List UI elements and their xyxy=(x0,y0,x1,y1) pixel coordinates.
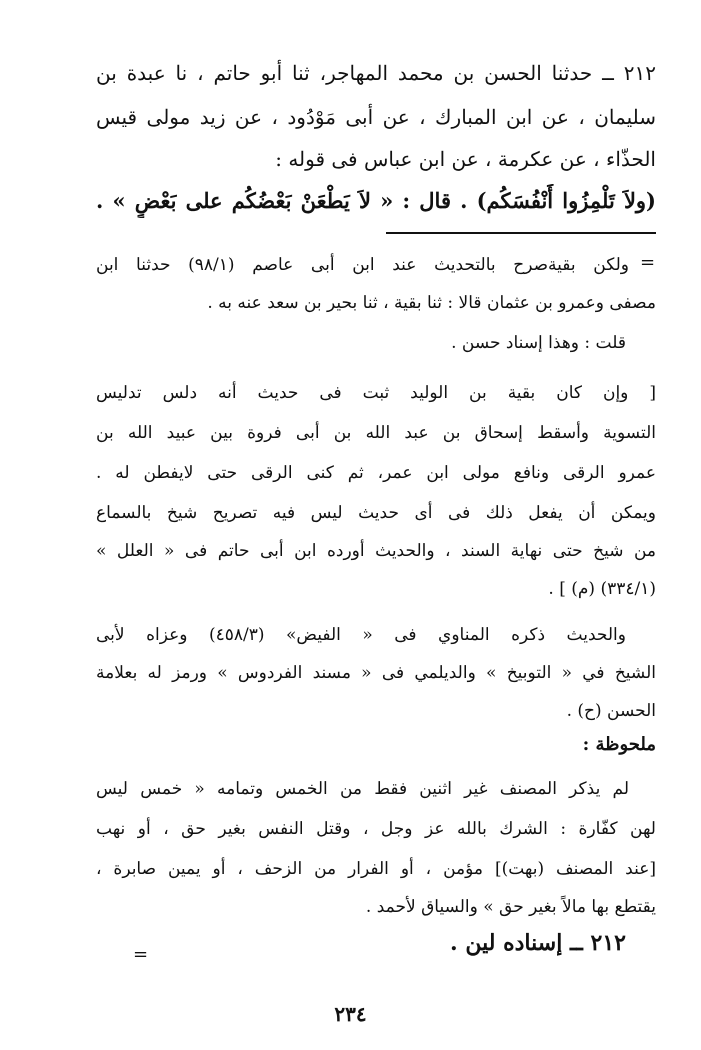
note-line: لهن كفّارة : الشرك بالله عز وجل ، وقتل النفس بغير حق ، أو نهب xyxy=(96,819,656,839)
commentary-line: الشيخ في « التوبيخ » والديلمي فى « مسند الفردوس » ورمز له بعلامة xyxy=(96,663,656,683)
continuation-marker: = xyxy=(640,252,656,273)
hadith-line: الحذّاء ، عن عكرمة ، عن ابن عباس فى قوله : xyxy=(275,147,656,171)
commentary-line: من شيخ حتى نهاية السند ، والحديث أورده ابن أبى حاتم فى « العلل » xyxy=(96,541,656,561)
commentary-line: ويمكن أن يفعل ذلك فى أى حديث ليس فيه تصريح شيخ بالسماع xyxy=(96,503,656,523)
note-line: يقتطع بها مالاً بغير حق » والسياق لأحمد . xyxy=(365,897,656,917)
note-line: [عند المصنف (بهت)] مؤمن ، أو الفرار من الزحف ، أو يمين صابرة ، xyxy=(96,859,656,879)
grading-line: ٢١٢ ــ إسناده لين . xyxy=(450,930,626,956)
commentary-line: الحسن (ح) . xyxy=(566,701,656,721)
commentary-line: والحديث ذكره المناوي فى « الفيض» (٤٥٨/٣) وعزاه لأبى xyxy=(96,625,626,645)
footnote-line: ولكن بقيةصرح بالتحديث عند ابن أبى عاصم (٩٨/١) حدثنا ابن xyxy=(96,255,629,275)
commentary-line: عمرو الرقى ونافع مولى ابن عمر، ثم كنى الرقى حتى لايفطن له . xyxy=(96,463,656,483)
hadith-line: سليمان ، عن ابن المبارك ، عن أبى مَوْدُود ، عن زيد مولى قيس xyxy=(96,105,656,129)
page-number: ٢٣٤ xyxy=(334,1002,367,1026)
commentary-line: التسوية وأسقط إسحاق بن عبد الله بن أبى فروة بين عبيد الله بن xyxy=(96,423,656,443)
footnote-separator xyxy=(386,232,656,234)
footnote-line: قلت : وهذا إسناد حسن . xyxy=(451,333,626,353)
commentary-line: (٣٣٤/١) (م) ] . xyxy=(548,579,656,599)
footnote-line: مصفى وعمرو بن عثمان قالا : ثنا بقية ، ثنا بحير بن سعد عنه به . xyxy=(207,293,656,313)
commentary-line: [ وإن كان بقية بن الوليد ثبت فى حديث أنه دلس تدليس xyxy=(96,383,656,403)
note-line: لم يذكر المصنف غير اثنين فقط من الخمس وتمامه « خمس ليس xyxy=(96,779,629,799)
hadith-quote-line: (ولاَ تَلْمِزُوا أَنْفُسَكُم) . قال : « لاَ يَطْعَنْ بَعْضُكُم على بَعْضٍ » . xyxy=(96,188,656,213)
note-heading: ملحوظة : xyxy=(582,734,656,755)
continuation-marker: = xyxy=(133,944,149,965)
hadith-line: ٢١٢ ــ حدثنا الحسن بن محمد المهاجر، ثنا أبو حاتم ، نا عبدة بن xyxy=(96,61,656,85)
